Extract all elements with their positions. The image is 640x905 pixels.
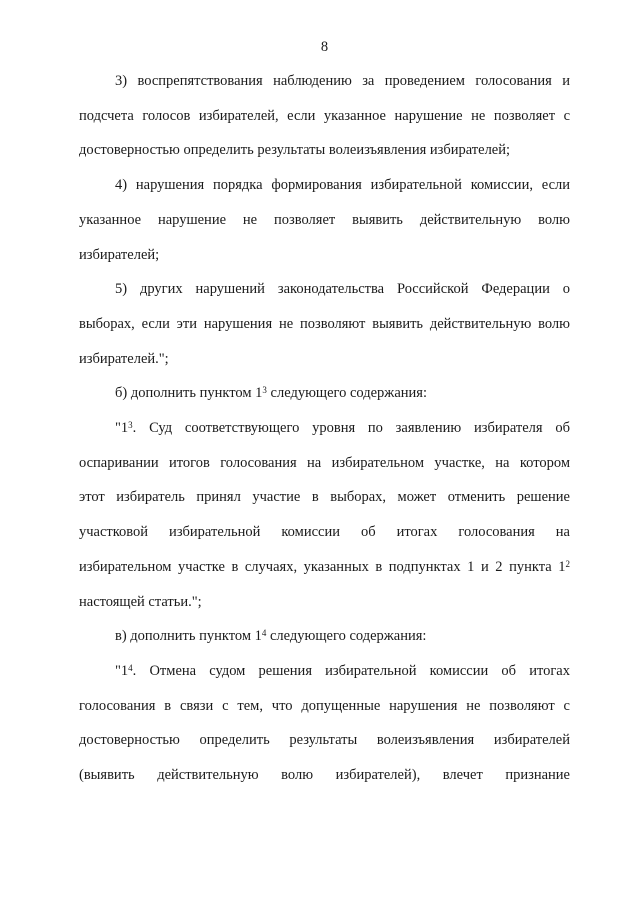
text-line [79,133,570,168]
superscript: 3 [128,420,133,430]
paragraph-subitem-b [79,376,570,411]
text-segment: избирательном участке в случаях, указанных в подпунктах 1 и 2 пункта 1 [79,558,566,575]
text-line [79,515,570,550]
page-number: 8 [320,39,329,55]
paragraph-item-3 [79,64,570,168]
text-segment: в) дополнить пунктом 1 [115,628,262,645]
text-line [79,99,570,134]
text-segment: достоверностью определить результаты волеизъявления избирателей [79,732,570,749]
document-body [79,64,570,793]
paragraph-point-1-3 [79,411,570,619]
text-segment: голосования в связи с тем, что допущенные нарушения не позволяют с [79,697,570,714]
text-segment: (выявить действительную волю избирателей), влечет признание [79,767,570,784]
text-segment: 3) воспрепятствования наблюдению за проведением голосования и [115,73,570,89]
text-line [79,307,570,342]
text-segment: выборах, если эти нарушения не позволяют выявить действительную волю [79,315,570,332]
text-segment: 5) других нарушений законодательства Российской Федерации о [115,281,570,298]
text-segment: участковой избирательной комиссии об итогах голосования на [79,524,570,541]
text-line [79,585,570,620]
text-line [79,168,570,203]
text-segment: "1 [115,662,129,679]
paragraph-subitem-v [79,619,570,654]
paragraph-point-1-4 [79,654,570,793]
text-line [79,342,570,377]
text-line [79,411,570,446]
text-line [79,238,570,273]
text-segment: "1 [115,420,129,437]
text-segment: . Отмена судом решения избирательной комиссии об итогах [132,662,570,679]
text-line [79,723,570,758]
text-segment: избирателей."; [79,350,169,367]
text-segment: указанное нарушение не позволяет выявить действительную волю [79,211,570,228]
text-line [79,272,570,307]
text-segment: 4) нарушения порядка формирования избирательной комиссии, если [115,177,570,194]
superscript: 3 [262,385,267,396]
text-segment: б) дополнить пунктом 1 [115,385,263,402]
text-line [79,203,570,238]
text-line [79,689,570,724]
text-line [79,758,570,793]
superscript: 4 [261,628,267,639]
text-line [79,619,570,654]
text-segment: избирателей; [79,246,160,263]
text-segment: настоящей статьи."; [79,593,202,610]
text-segment: этот избиратель принял участие в выборах, может отменить решение [79,489,570,506]
text-line [79,550,570,585]
paragraph-item-4 [79,168,570,272]
paragraph-item-5 [79,272,570,376]
text-line [79,654,570,689]
text-segment: . Суд соответствующего уровня по заявлению избирателя об [132,420,570,437]
text-segment: подсчета голосов избирателей, если указанное нарушение не позволяет с [79,107,570,124]
text-line [79,64,570,99]
text-segment: следующего содержания: [266,628,427,645]
text-line [79,480,570,515]
text-segment: достоверностью определить результаты волеизъявления избирателей; [79,142,511,159]
text-segment: следующего содержания: [266,385,427,402]
superscript: 4 [128,662,133,673]
text-line [79,376,570,411]
text-line [79,446,570,481]
superscript: 2 [565,558,570,569]
text-segment: оспаривании итогов голосования на избирательном участке, на котором [79,454,570,471]
